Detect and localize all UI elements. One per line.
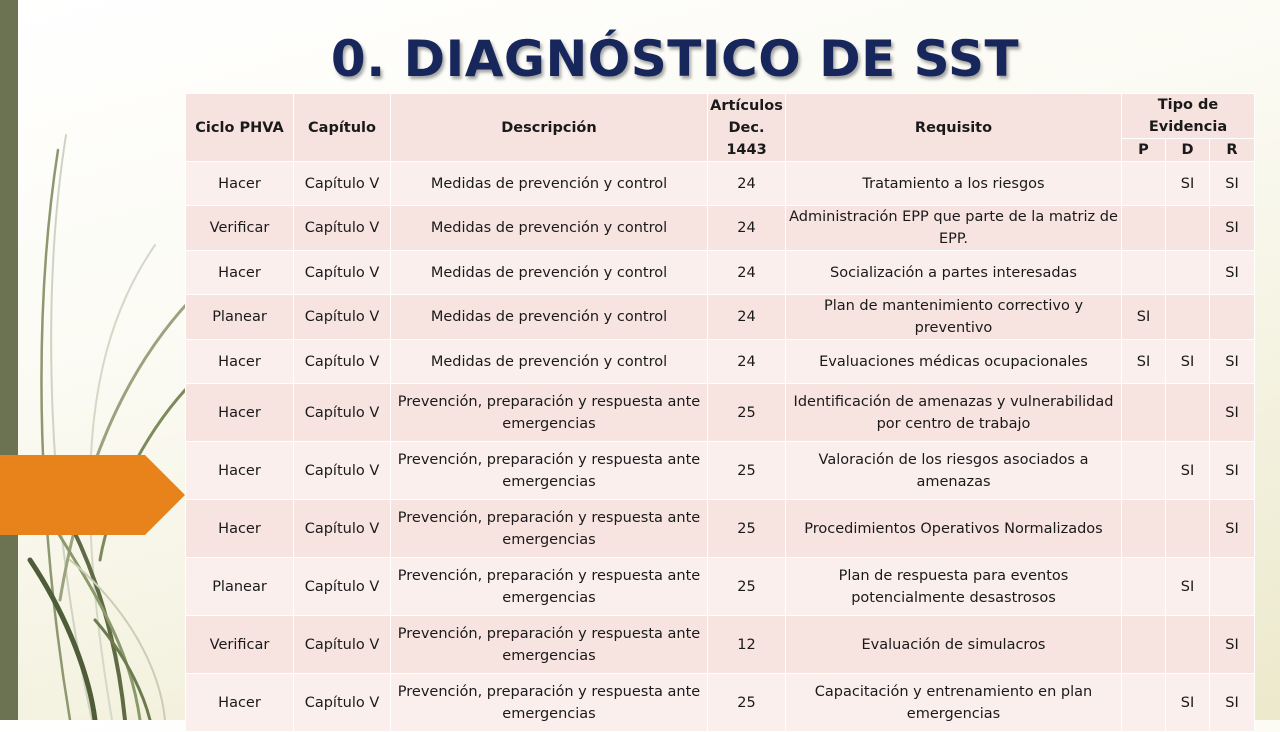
cell-d: SI	[1166, 162, 1210, 206]
cell-descripcion: Prevención, preparación y respuesta ante emergencias	[391, 616, 708, 674]
cell-articulo: 24	[708, 295, 786, 340]
table-row	[186, 384, 1255, 442]
orange-arrow-tab	[0, 455, 185, 535]
cell-d	[1166, 206, 1210, 251]
cell-requisito: Capacitación y entrenamiento en plan emergencias	[786, 674, 1122, 732]
cell-p	[1122, 674, 1166, 732]
cell-descripcion: Medidas de prevención y control	[391, 162, 708, 206]
cell-descripcion: Medidas de prevención y control	[391, 340, 708, 384]
cell-d	[1166, 295, 1210, 340]
cell-ciclo: Hacer	[186, 442, 294, 500]
cell-ciclo: Hacer	[186, 251, 294, 295]
cell-r: SI	[1210, 206, 1255, 251]
cell-capitulo: Capítulo V	[294, 251, 391, 295]
cell-d: SI	[1166, 674, 1210, 732]
cell-requisito: Evaluaciones médicas ocupacionales	[786, 340, 1122, 384]
cell-d: SI	[1166, 340, 1210, 384]
cell-capitulo: Capítulo V	[294, 500, 391, 558]
page-title: 0. DIAGNÓSTICO DE SST	[330, 30, 1020, 88]
table-row	[186, 295, 1255, 340]
cell-capitulo: Capítulo V	[294, 162, 391, 206]
cell-articulo: 24	[708, 251, 786, 295]
table-row	[186, 500, 1255, 558]
cell-ciclo: Hacer	[186, 500, 294, 558]
cell-capitulo: Capítulo V	[294, 340, 391, 384]
cell-d	[1166, 500, 1210, 558]
table-row	[186, 558, 1255, 616]
cell-ciclo: Planear	[186, 558, 294, 616]
cell-capitulo: Capítulo V	[294, 616, 391, 674]
cell-p	[1122, 558, 1166, 616]
cell-p	[1122, 206, 1166, 251]
cell-descripcion: Medidas de prevención y control	[391, 295, 708, 340]
cell-articulo: 25	[708, 500, 786, 558]
cell-descripcion: Medidas de prevención y control	[391, 251, 708, 295]
cell-r: SI	[1210, 162, 1255, 206]
cell-p	[1122, 616, 1166, 674]
cell-capitulo: Capítulo V	[294, 674, 391, 732]
cell-ciclo: Hacer	[186, 340, 294, 384]
cell-requisito: Valoración de los riesgos asociados a amenazas	[786, 442, 1122, 500]
header-requisito: Requisito	[786, 94, 1122, 162]
cell-r: SI	[1210, 442, 1255, 500]
cell-p	[1122, 500, 1166, 558]
cell-capitulo: Capítulo V	[294, 558, 391, 616]
cell-r: SI	[1210, 500, 1255, 558]
cell-articulo: 24	[708, 206, 786, 251]
cell-articulo: 12	[708, 616, 786, 674]
header-evidencia: Tipo de Evidencia	[1122, 94, 1255, 139]
cell-capitulo: Capítulo V	[294, 384, 391, 442]
cell-descripcion: Prevención, preparación y respuesta ante emergencias	[391, 674, 708, 732]
cell-descripcion: Prevención, preparación y respuesta ante emergencias	[391, 442, 708, 500]
header-ciclo: Ciclo PHVA	[186, 94, 294, 162]
cell-d	[1166, 251, 1210, 295]
table-row	[186, 674, 1255, 732]
cell-d: SI	[1166, 558, 1210, 616]
cell-p: SI	[1122, 340, 1166, 384]
cell-ciclo: Verificar	[186, 616, 294, 674]
cell-p	[1122, 442, 1166, 500]
cell-d	[1166, 616, 1210, 674]
cell-p: SI	[1122, 295, 1166, 340]
cell-ciclo: Hacer	[186, 674, 294, 732]
cell-p	[1122, 384, 1166, 442]
cell-ciclo: Hacer	[186, 384, 294, 442]
cell-articulo: 25	[708, 442, 786, 500]
cell-d	[1166, 384, 1210, 442]
cell-r: SI	[1210, 674, 1255, 732]
cell-descripcion: Prevención, preparación y respuesta ante emergencias	[391, 558, 708, 616]
cell-capitulo: Capítulo V	[294, 442, 391, 500]
cell-articulo: 24	[708, 162, 786, 206]
cell-p	[1122, 251, 1166, 295]
header-r: R	[1210, 139, 1255, 162]
cell-r: SI	[1210, 251, 1255, 295]
table-row	[186, 251, 1255, 295]
header-descripcion: Descripción	[391, 94, 708, 162]
cell-requisito: Plan de respuesta para eventos potencialmente desastrosos	[786, 558, 1122, 616]
cell-requisito: Procedimientos Operativos Normalizados	[786, 500, 1122, 558]
cell-d: SI	[1166, 442, 1210, 500]
cell-ciclo: Hacer	[186, 162, 294, 206]
cell-r: SI	[1210, 384, 1255, 442]
cell-descripcion: Prevención, preparación y respuesta ante emergencias	[391, 384, 708, 442]
cell-descripcion: Medidas de prevención y control	[391, 206, 708, 251]
cell-capitulo: Capítulo V	[294, 295, 391, 340]
cell-requisito: Evaluación de simulacros	[786, 616, 1122, 674]
cell-requisito: Plan de mantenimiento correctivo y preventivo	[786, 295, 1122, 340]
cell-articulo: 25	[708, 558, 786, 616]
cell-descripcion: Prevención, preparación y respuesta ante emergencias	[391, 500, 708, 558]
table-row	[186, 340, 1255, 384]
cell-articulo: 25	[708, 384, 786, 442]
diagnostic-table	[185, 93, 1255, 732]
cell-articulo: 24	[708, 340, 786, 384]
cell-requisito: Tratamiento a los riesgos	[786, 162, 1122, 206]
cell-p	[1122, 162, 1166, 206]
table-row	[186, 616, 1255, 674]
cell-requisito: Identificación de amenazas y vulnerabilidad por centro de trabajo	[786, 384, 1122, 442]
cell-requisito: Administración EPP que parte de la matriz de EPP.	[786, 206, 1122, 251]
table-row	[186, 162, 1255, 206]
cell-requisito: Socialización a partes interesadas	[786, 251, 1122, 295]
table-row	[186, 206, 1255, 251]
header-articulos: Artículos Dec. 1443	[708, 94, 786, 162]
cell-capitulo: Capítulo V	[294, 206, 391, 251]
cell-r	[1210, 295, 1255, 340]
cell-r	[1210, 558, 1255, 616]
header-d: D	[1166, 139, 1210, 162]
cell-ciclo: Verificar	[186, 206, 294, 251]
cell-ciclo: Planear	[186, 295, 294, 340]
header-capitulo: Capítulo	[294, 94, 391, 162]
table-row	[186, 442, 1255, 500]
header-p: P	[1122, 139, 1166, 162]
cell-r: SI	[1210, 340, 1255, 384]
cell-r: SI	[1210, 616, 1255, 674]
cell-articulo: 25	[708, 674, 786, 732]
